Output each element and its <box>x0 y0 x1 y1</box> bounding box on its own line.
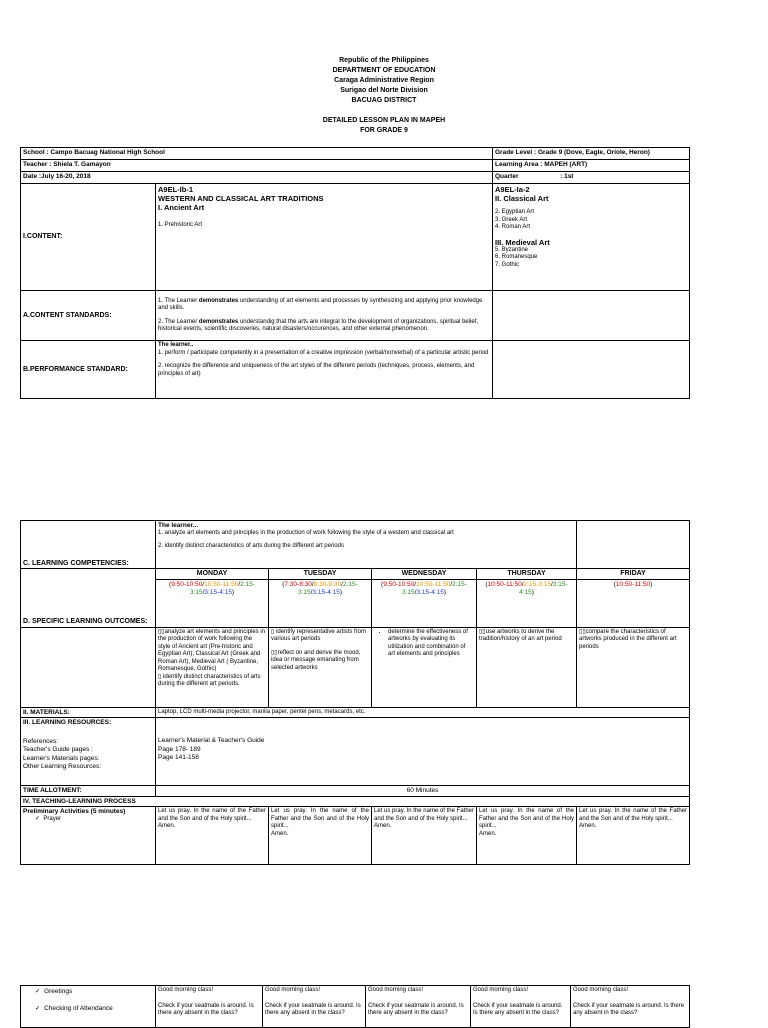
amen-text: Amen. <box>271 830 289 837</box>
resources-title: Learner's Material & Teacher's Guide <box>158 737 265 744</box>
time-slot: 2:15-3:15 <box>401 580 467 596</box>
monday-times: (9:50-10:50/10:50-11:50/2:15-3:15/3:15-4:15) <box>156 579 269 627</box>
prayer-text: Let us pray. In the name of the Father and the Son and of the Holy spirit... <box>271 808 369 829</box>
wednesday-outcome <box>372 627 477 707</box>
friday-times: (10:50-11:50) <box>577 579 690 627</box>
ps-item: 1. perform / participate competently in a presentation of a creative impression (verbal/nonverbal) of a particular artistic period <box>158 349 489 356</box>
content-item: 3. Greek Art <box>495 216 528 223</box>
document-header <box>0 56 768 136</box>
greeting-text: Good morning class! <box>573 987 629 993</box>
performance-standard-label: B.PERFORMANCE STANDARD: <box>21 341 156 399</box>
preliminary-continued-table <box>20 985 690 1028</box>
competency-item: 2. identify distinct characteristics of arts during the different art periods <box>158 543 344 549</box>
friday-outcome <box>577 627 690 707</box>
cs1-text: 1. The Learner <box>158 297 199 304</box>
header-line: Republic of the Philippines <box>339 57 429 64</box>
amen-text: Amen. <box>158 823 176 829</box>
check-icon: ✓ <box>35 815 41 822</box>
attendance-text: Check if your seatmate is around. Is there any absent in the class? <box>573 1002 685 1016</box>
process-label: IV. TEACHING-LEARNING PROCESS <box>21 796 690 807</box>
day-friday: FRIDAY <box>577 569 690 580</box>
resources-labels <box>21 718 156 786</box>
attendance-text: Check if your seatmate is around. Is there any absent in the class? <box>265 1002 361 1016</box>
prayer-text: Let us pray. In the name of the Father and the Son and of the Holy spirit... <box>158 808 266 822</box>
check-icon: ✓ <box>35 988 41 995</box>
day-tuesday: TUESDAY <box>269 569 372 580</box>
outcome-text: analyze art elements and principles in the production of work following the style of Ancient art (Pre-historic and Egyptian Art), Classical Art (Greek and Roman Art), Medieval Art ( Byzantine, Romanesque, Gothic) <box>158 628 265 672</box>
time-slot: 9:50-10:50 <box>171 580 203 588</box>
tg-pages-label: Teacher's Guide pages : <box>23 746 93 753</box>
header-line: DETAILED LESSON PLAN IN MAPEH <box>322 117 446 124</box>
content-item: 6. Romanesque <box>495 254 538 260</box>
outcomes-label: D. SPECIFIC LEARNING OUTCOMES: <box>21 569 156 628</box>
content-item: 4. Roman Art <box>495 224 531 230</box>
references-label: References: <box>23 737 59 745</box>
prayer-friday <box>577 807 690 865</box>
lesson-info-table <box>20 147 690 399</box>
other-resources-label: Other Learning Resources: <box>23 763 102 770</box>
time-slot: 2:15-3:15 <box>189 580 255 596</box>
time-slot: 10:50-11:50 <box>615 580 651 588</box>
time-allotment-value: 60 Minutes <box>156 786 690 797</box>
cs2-text: 2. The Learner <box>158 318 199 325</box>
prayer-text: Let us pray. In the name of the Father and the Son and of the Holy spirit... <box>374 808 474 822</box>
outcome-text: identify distinct characteristics of arts during the different art periods. <box>158 673 261 687</box>
outcome-text: identify representative artists from various art periods <box>271 628 367 642</box>
prayer-thursday <box>477 807 577 865</box>
learning-area-cell: Learning Area : MAPEH (ART) <box>493 160 690 172</box>
monday-outcome <box>156 627 269 707</box>
greetings-attendance-labels <box>21 986 156 1028</box>
content-subtitle: II. Classical Art <box>495 194 549 203</box>
performance-standards <box>156 341 493 399</box>
header-line: DEPARTMENT OF EDUCATION <box>332 67 436 74</box>
lm-pages-label: Learner's Materials pages: <box>23 754 100 762</box>
resources-label: III. LEARNING RESOURCES: <box>23 719 112 726</box>
empty-cell <box>577 521 690 569</box>
day-thursday: THURSDAY <box>477 569 577 580</box>
header-line: Surigao del Norte Division <box>340 87 428 94</box>
empty-cell <box>493 341 690 399</box>
time-slot: 2:15-3:15 <box>523 580 552 588</box>
greeting-text: Good morning class! <box>473 987 529 993</box>
prayer-wednesday <box>372 807 477 865</box>
grade-level-cell: Grade Level : Grade 9 (Dove, Eagle, Oriole, Heron) <box>493 148 690 160</box>
outcome-text: compare the characteristics of artworks produced in the different art periods <box>579 628 677 650</box>
competency-item: 1. analyze art elements and principles in the production of work following the style of a western and classical art <box>158 529 454 536</box>
content-item: 5. Byzantine <box>495 246 529 253</box>
time-slot: 3:15-4:15 <box>312 588 340 596</box>
empty-cell <box>493 291 690 341</box>
cs2-text: understandig that the arts are integral to the development of organizations, spiritual belief, historical events, scientific discoveries, natural disasters/occurences, and other external phenomenon. <box>158 318 479 332</box>
attendance-text: Check if your seatmate is around. Is there any absent in the class? <box>368 1002 464 1016</box>
ps-item: 2. recognize the difference and uniqueness of the art styles of the different periods (techniques, process, elements, and principles of art) <box>158 363 475 377</box>
content-code: A9EL-Ia-2 <box>495 185 530 194</box>
quarter-value: : 1st <box>560 173 574 180</box>
time-slot: 7:30-8:30 <box>284 580 312 588</box>
greeting-text: Good morning class! <box>368 987 424 993</box>
missing-glyph-icon: ▯▯ <box>158 628 165 635</box>
greeting-wednesday <box>366 986 471 1028</box>
cs2-bold: demonstrates <box>198 318 239 325</box>
prayer-text: Let us pray. In the name of the Father and the Son and of the Holy spirit... <box>579 808 688 822</box>
competencies-label: C. LEARNING COMPETENCIES: <box>21 521 156 569</box>
content-title: WESTERN AND CLASSICAL ART TRADITIONS <box>158 194 324 203</box>
greeting-thursday <box>471 986 571 1028</box>
preliminary-activities <box>21 807 156 865</box>
resources-page: Page 178- 189 <box>158 745 201 753</box>
time-allotment-label: TIME ALLOTMENT: <box>21 786 156 797</box>
check-icon: ✓ <box>35 1005 41 1012</box>
time-slot: 10:50-11:50 <box>487 580 522 588</box>
missing-glyph-icon: ▯ <box>158 673 162 680</box>
competencies-intro: The learner... <box>158 522 199 529</box>
tuesday-times: (7:30-8:30/8:30-9:30/2:15-3:15/3:15-4:15) <box>269 579 372 627</box>
header-line: FOR GRADE 9 <box>360 127 408 134</box>
amen-text: Amen. <box>479 830 497 837</box>
amen-text: Amen. <box>374 823 392 829</box>
missing-glyph-icon: ▯▯ <box>479 628 486 635</box>
time-slot: 3:15-4:15 <box>519 580 568 596</box>
resources-value <box>156 718 690 786</box>
amen-text: Amen. <box>579 823 597 829</box>
greeting-friday <box>571 986 690 1028</box>
greeting-tuesday <box>263 986 366 1028</box>
school-cell: School : Campo Bacuag National High School <box>21 148 493 160</box>
lesson-procedure-table <box>20 520 690 865</box>
time-slot: 9:50-10:50 <box>383 580 415 588</box>
missing-glyph-icon: ▯ <box>271 628 275 635</box>
prayer-monday <box>156 807 269 865</box>
content-right <box>493 184 690 291</box>
time-slot: 10:50-11:50 <box>416 580 451 588</box>
time-slot: 2:15-3:15 <box>297 580 358 596</box>
quarter-label: Quarter <box>495 173 519 180</box>
missing-glyph-icon: ▯▯ <box>579 628 586 635</box>
thursday-outcome <box>477 627 577 707</box>
time-slot: 3:15-4:15 <box>204 588 232 596</box>
content-subtitle: I. Ancient Art <box>158 203 205 212</box>
prayer-tuesday <box>269 807 372 865</box>
outcome-text: • determine the effectiveness of artworks by evaluating its utilization and combination of art elements and principles <box>388 629 474 659</box>
content-item: 2. Egyptian Art <box>495 209 535 215</box>
outcomes-label-spacer <box>21 627 156 707</box>
time-slot: 3:15-4:15 <box>416 588 444 596</box>
prayer-label: Prayer <box>43 815 62 822</box>
preliminary-label: Preliminary Activities (5 minutes) <box>23 808 126 815</box>
content-standards-label: A.CONTENT STANDARDS: <box>21 291 156 341</box>
cs1-text: understanding of art elements and processes by synthesizing and applying prior knowledge and skills. <box>158 297 483 311</box>
attendance-label: Checking of Attendance <box>44 1005 113 1012</box>
ps-intro: The learner.. <box>158 342 194 348</box>
time-slot: 8:30-9:30 <box>313 580 342 588</box>
header-line: Caraga Administrative Region <box>334 77 434 84</box>
materials-label: II. MATERIALS: <box>21 707 156 718</box>
teacher-cell: Teacher : Shiela T. Gamayon <box>21 160 493 172</box>
quarter-cell <box>493 172 690 184</box>
content-item: 1. Prehistoric Art <box>158 222 203 228</box>
time-slot: 10:50-11:50 <box>204 580 239 588</box>
content-left <box>156 184 493 291</box>
greeting-text: Good morning class! <box>158 987 214 993</box>
thursday-times: (10:50-11:50/2:15-3:15/3:15-4:15) <box>477 579 577 627</box>
tuesday-outcome <box>269 627 372 707</box>
date-cell: Date :July 16-20, 2018 <box>21 172 493 184</box>
outcome-text: use artworks to derive the tradition/history of an art period <box>479 628 562 642</box>
day-monday: MONDAY <box>156 569 269 580</box>
attendance-text: Check if your seatmate is around. Is there any absent in the class? <box>158 1002 254 1016</box>
missing-glyph-icon: ▯▯ <box>271 649 278 656</box>
resources-page: Page 141-158 <box>158 754 199 761</box>
wednesday-times: (9:50-10:50/10:50-11:50/2:15-3:15/3:15-4:15) <box>372 579 477 627</box>
content-standards <box>156 291 493 341</box>
greeting-monday <box>156 986 263 1028</box>
day-wednesday: WEDNESDAY <box>372 569 477 580</box>
competencies <box>156 521 577 569</box>
content-item: 7. Gothic <box>495 261 520 268</box>
content-label: I.CONTENT: <box>21 184 156 291</box>
greetings-label: Greetings <box>44 988 73 995</box>
greeting-text: Good morning class! <box>265 987 321 993</box>
header-line: BACUAG DISTRICT <box>351 97 417 104</box>
content-subtitle: III. Medieval Art <box>495 237 550 247</box>
attendance-text: Check if your seatmate is around. Is there any absent in the class? <box>473 1002 563 1016</box>
prayer-text: Let us pray. In the name of the Father and the Son and of the Holy spirit... <box>479 808 575 829</box>
outcome-text: reflect on and derive the mood, idea or message emanating from selected artworks <box>271 649 361 671</box>
materials-value: Laptop, LCD multi-media projector, manila paper, pentel pens, metacards, etc. <box>156 707 690 718</box>
content-code: A9EL-Ib-1 <box>158 185 194 194</box>
cs1-bold: demonstrates <box>198 297 239 304</box>
